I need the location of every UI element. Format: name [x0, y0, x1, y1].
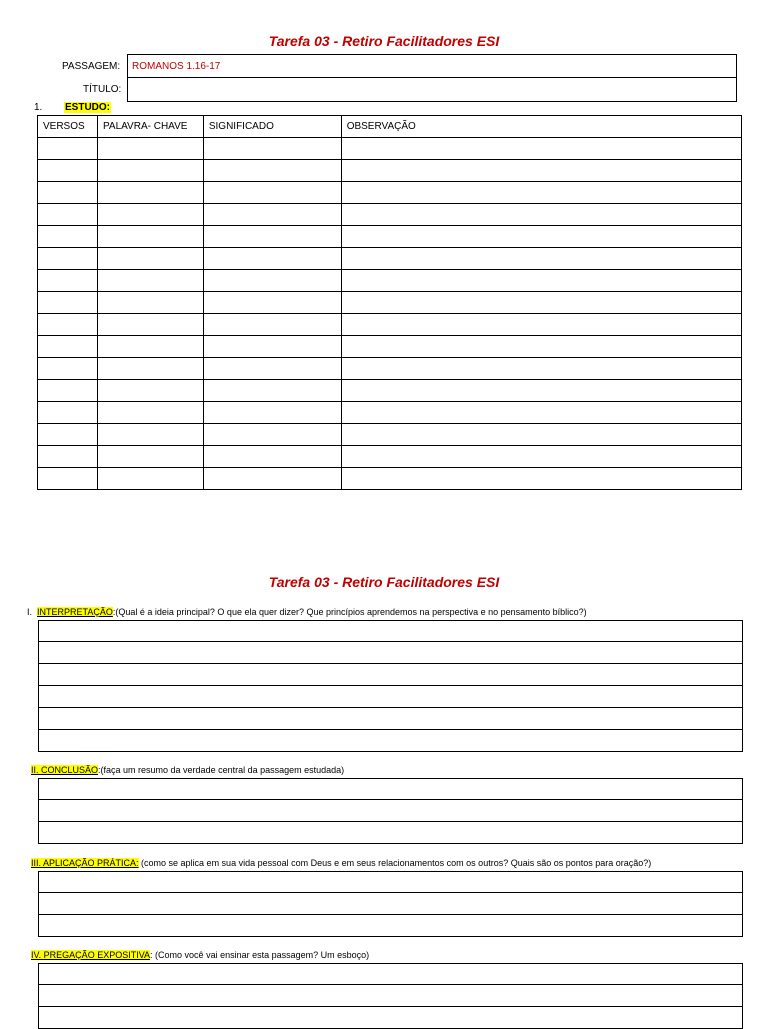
table-cell[interactable] [97, 380, 203, 402]
section-aplicacao-lines [38, 871, 743, 937]
table-cell[interactable] [203, 292, 341, 314]
section-interpretacao-label: INTERPRETAÇÃO [37, 607, 113, 617]
section-interpretacao-lines [38, 620, 743, 752]
answer-line[interactable] [38, 893, 743, 915]
table-cell[interactable] [38, 402, 98, 424]
section-conclusao-prompt: :(faça um resumo da verdade central da passagem estudada) [98, 765, 345, 775]
passage-value: ROMANOS 1.16-17 [132, 61, 221, 72]
table-cell[interactable] [203, 468, 341, 490]
section-conclusao-label: II. CONCLUSÃO [31, 765, 99, 775]
study-table [37, 115, 742, 490]
column-header-palavra-chave: PALAVRA- CHAVE [97, 116, 203, 138]
table-cell[interactable] [38, 424, 98, 446]
table-row [38, 226, 742, 248]
column-header-versos: VERSOS [38, 116, 98, 138]
answer-line[interactable] [38, 664, 743, 686]
table-cell[interactable] [38, 138, 98, 160]
table-cell[interactable] [97, 204, 203, 226]
table-cell[interactable] [97, 446, 203, 468]
table-cell[interactable] [97, 402, 203, 424]
table-row [38, 358, 742, 380]
table-cell[interactable] [97, 336, 203, 358]
table-cell[interactable] [97, 138, 203, 160]
table-cell[interactable] [341, 292, 741, 314]
table-cell[interactable] [38, 204, 98, 226]
table-row [38, 336, 742, 358]
table-cell[interactable] [38, 446, 98, 468]
table-cell[interactable] [203, 204, 341, 226]
table-row [38, 292, 742, 314]
table-row [38, 248, 742, 270]
table-cell[interactable] [203, 424, 341, 446]
section-interpretacao-prompt: :(Qual é a ideia principal? O que ela quer dizer? Que princípios aprendemos na perspectiva e no pensamento bíblico?) [112, 607, 587, 617]
table-cell[interactable] [38, 380, 98, 402]
answer-line[interactable] [38, 985, 743, 1007]
table-cell[interactable] [341, 424, 741, 446]
table-cell[interactable] [38, 160, 98, 182]
table-cell[interactable] [203, 380, 341, 402]
table-row [38, 380, 742, 402]
section-conclusao-heading [31, 765, 344, 775]
table-row [38, 314, 742, 336]
table-cell[interactable] [97, 270, 203, 292]
table-cell[interactable] [203, 270, 341, 292]
table-cell[interactable] [97, 424, 203, 446]
section-pregacao-lines [38, 963, 743, 1029]
answer-line[interactable] [38, 620, 743, 642]
table-cell[interactable] [38, 292, 98, 314]
column-header-significado: SIGNIFICADO [203, 116, 341, 138]
table-row [38, 468, 742, 490]
answer-line[interactable] [38, 730, 743, 752]
table-cell[interactable] [341, 248, 741, 270]
section-aplicacao-label: III. APLICAÇÃO PRÁTICA: [31, 858, 139, 868]
table-cell[interactable] [203, 226, 341, 248]
table-row [38, 270, 742, 292]
table-cell[interactable] [341, 402, 741, 424]
table-row [38, 182, 742, 204]
table-cell[interactable] [203, 446, 341, 468]
table-cell[interactable] [97, 160, 203, 182]
table-cell[interactable] [203, 402, 341, 424]
table-cell[interactable] [203, 138, 341, 160]
table-cell[interactable] [38, 270, 98, 292]
table-row [38, 402, 742, 424]
section-pregacao-heading [31, 950, 369, 960]
answer-line[interactable] [38, 708, 743, 730]
document-title-repeat: Tarefa 03 - Retiro Facilitadores ESI [268, 574, 500, 590]
table-cell[interactable] [38, 182, 98, 204]
table-cell[interactable] [341, 182, 741, 204]
table-row [38, 138, 742, 160]
section-pregacao-prompt: : (Como você vai ensinar esta passagem? Um esboço) [150, 950, 370, 960]
table-cell[interactable] [38, 336, 98, 358]
section-number: I. [27, 607, 33, 617]
table-cell[interactable] [341, 160, 741, 182]
table-cell[interactable] [341, 204, 741, 226]
title-field[interactable] [127, 77, 737, 102]
column-header-observacao: OBSERVAÇÃO [341, 116, 741, 138]
table-cell[interactable] [97, 182, 203, 204]
table-cell[interactable] [38, 358, 98, 380]
table-row [38, 446, 742, 468]
section-interpretacao-heading [27, 607, 587, 617]
table-cell[interactable] [97, 226, 203, 248]
table-cell[interactable] [203, 314, 341, 336]
passage-label: PASSAGEM: [62, 61, 121, 72]
answer-line[interactable] [38, 778, 743, 800]
table-cell[interactable] [341, 336, 741, 358]
table-cell[interactable] [203, 248, 341, 270]
document-title: Tarefa 03 - Retiro Facilitadores ESI [268, 33, 500, 49]
table-cell[interactable] [203, 336, 341, 358]
study-label: ESTUDO: [65, 102, 110, 113]
section-aplicacao-prompt: (como se aplica em sua vida pessoal com Deus e em seus relacionamentos com os outros? Quais são os pontos para oração?) [138, 858, 652, 868]
table-cell[interactable] [97, 292, 203, 314]
table-cell[interactable] [341, 468, 741, 490]
table-row [38, 160, 742, 182]
section-pregacao-label: IV. PREGAÇÃO EXPOSITIVA [31, 950, 151, 960]
table-cell[interactable] [38, 314, 98, 336]
table-cell[interactable] [341, 270, 741, 292]
table-cell[interactable] [341, 446, 741, 468]
table-cell[interactable] [38, 468, 98, 490]
table-cell[interactable] [97, 314, 203, 336]
passage-field[interactable] [127, 54, 737, 78]
table-cell[interactable] [341, 138, 741, 160]
section-aplicacao-heading [31, 858, 651, 868]
table-row [38, 204, 742, 226]
table-cell[interactable] [203, 358, 341, 380]
table-cell[interactable] [341, 226, 741, 248]
table-cell[interactable] [341, 314, 741, 336]
answer-line[interactable] [38, 642, 743, 664]
answer-line[interactable] [38, 963, 743, 985]
answer-line[interactable] [38, 686, 743, 708]
table-row [38, 424, 742, 446]
table-cell[interactable] [97, 468, 203, 490]
table-cell[interactable] [38, 248, 98, 270]
table-cell[interactable] [203, 160, 341, 182]
section-conclusao-lines [38, 778, 743, 844]
table-cell[interactable] [203, 182, 341, 204]
answer-line[interactable] [38, 1007, 743, 1029]
table-cell[interactable] [38, 226, 98, 248]
answer-line[interactable] [38, 822, 743, 844]
table-header-row [38, 116, 742, 138]
answer-line[interactable] [38, 800, 743, 822]
title-label: TÍTULO: [83, 84, 122, 95]
study-number: 1. [34, 102, 43, 113]
answer-line[interactable] [38, 871, 743, 893]
table-cell[interactable] [341, 380, 741, 402]
table-cell[interactable] [341, 358, 741, 380]
table-cell[interactable] [97, 248, 203, 270]
answer-line[interactable] [38, 915, 743, 937]
table-cell[interactable] [97, 358, 203, 380]
